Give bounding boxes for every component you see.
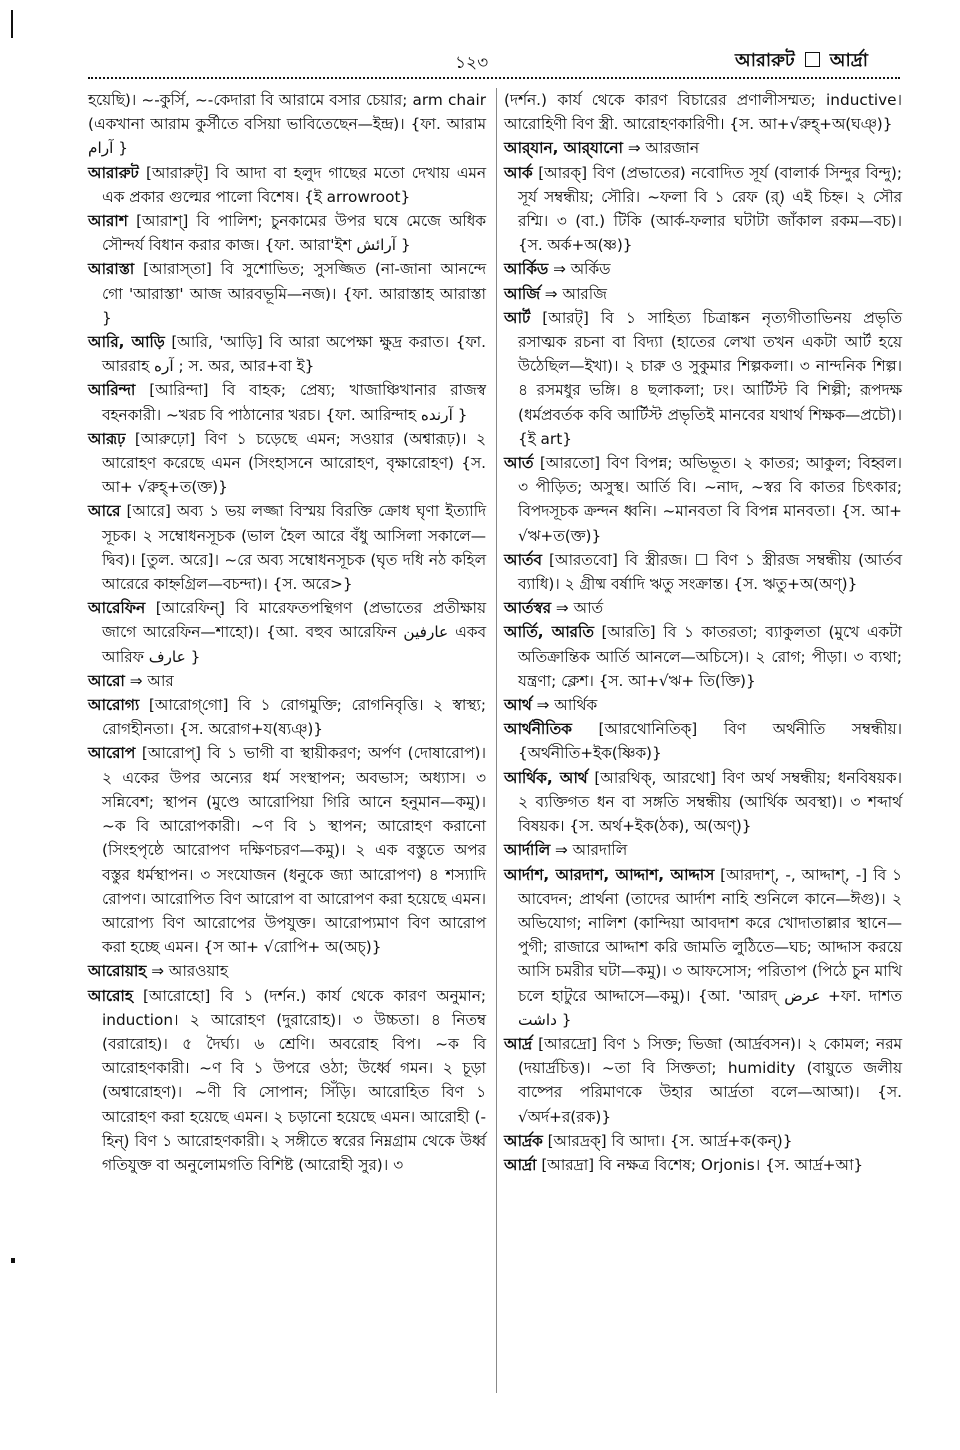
entry-text: [আরট্] বি ১ সাহিত্য চিত্রাঙ্কন নৃত্যগীতাভিনয় প্রভৃতি রসাত্মক রচনা বা বিদ্যা (হাতের লেখা তখন একটা আর্ট হয়ে উঠেছিল—ইখা)। ২ চারু ও সুকুমার শিল্পকলা। ৩ নান্দনিক শিল্প। ৪ রসমধুর ভঙ্গি। ৪ ছলাকলা; ঢং। আর্টিস্ট বি শিল্পী; রূপদক্ষ (ধর্মপ্রবর্তক কবি আর্টিস্ট প্রভৃতিই মানবের যথার্থ শিক্ষক—প্রচৌ)। {ই art} <box>518 308 902 448</box>
dictionary-entry <box>504 1032 902 1129</box>
dictionary-entry <box>504 1129 902 1153</box>
entry-text: ⇒ আর্থিক <box>536 696 598 715</box>
entry-text: [আরদ্রক্] বি আদা। {স. আর্দ্র+ক(কন্)} <box>547 1131 793 1150</box>
entry-text: ⇒ অর্কিড <box>553 260 611 279</box>
entry-text: হয়েছি)। ~-কুর্সি, ~-কেদারা বি আরামে বসার চেয়ার; arm chair (একখানা আরাম কুর্সীতে বসিয়া ভাবিতেছেন—ইন্দ্র)। {ফা. আরাম آرام } <box>88 91 486 158</box>
entry-text: [আরুঢ়ো] বিণ ১ চড়েছে এমন; সওয়ার (অশ্বারূঢ়)। ২ আরোহণ করেছে এমন (সিংহাসনে আরোহণ, বৃক্ষারোহণ) {স. আ+ √রুহ্+ত(ক্ত)} <box>102 429 486 497</box>
dictionary-entry <box>504 88 902 136</box>
dictionary-entry <box>88 499 486 596</box>
entry-text: ⇒ আরওয়াহ <box>151 962 228 981</box>
entry-headword: আরাস্তা <box>88 260 135 279</box>
dictionary-entry <box>504 257 902 281</box>
margin-mark-top <box>11 10 13 38</box>
entry-text: [আরথিক্, আরথো] বিণ অর্থ সম্বন্ধীয়; ধনবিষয়ক। ২ ব্যক্তিগত ধন বা সঙ্গতি সম্বন্ধীয় (আর্থিক অবস্থা)। ৩ শব্দার্থ বিষয়ক। {স. অর্থ+ইক(ঠক), অ(অণ্)} <box>518 768 902 836</box>
dictionary-entry <box>88 959 486 983</box>
entry-headword: আর্দাশ, আরদাশ, আদ্দাশ, আদ্দাস <box>504 865 715 884</box>
entry-text: [আরদ্রা] বি নক্ষত্র বিশেষ; Orjonis। {স. আর্দ্র+আ} <box>541 1155 864 1174</box>
dictionary-entry <box>504 620 902 693</box>
dictionary-entry <box>88 984 486 1178</box>
running-head-first-word: আরারুট <box>735 50 795 71</box>
entry-headword: আর্থনীতিক <box>504 720 572 739</box>
entry-headword: আর্তব <box>504 550 542 569</box>
entry-headword: আরোপ <box>88 744 136 763</box>
dictionary-entry <box>88 330 486 378</box>
entry-headword: আর্থ <box>504 696 532 715</box>
entry-headword: আর্‌যান, আর্‌যানো <box>504 139 623 158</box>
entry-text: [আরেফিন্] বি মারেফতপন্থিগণ (প্রভাতের প্রতীক্ষায় জাগে আরেফিন—শাহো)। {আ. বহুব আরেফিন عارفين একব আরিফ عارف } <box>102 599 486 666</box>
entry-text: ⇒ আর <box>129 671 174 690</box>
entry-text: [আরতি] বি ১ কাতরতা; ব্যাকুলতা (মুখে একটা অতিক্রান্তিক আর্তি আনলে—অচিসে)। ২ রোগ; পীড়া। ৩ ব্যথা; যন্ত্রণা; ক্লেশ। {স. আ+√ঋ+ তি(ক্তি)} <box>518 623 902 690</box>
entry-headword: আরি, আড়ি <box>88 333 165 352</box>
dictionary-entry <box>88 669 486 693</box>
entry-headword: আরো <box>88 671 125 690</box>
entry-headword: আরেফিন <box>88 599 146 618</box>
entry-headword: আর্তি, আরতি <box>504 623 594 642</box>
entry-headword: আর্দ্র <box>504 1034 533 1053</box>
dictionary-entry <box>88 257 486 330</box>
dictionary-entry <box>504 1153 902 1177</box>
dictionary-entry <box>88 741 486 959</box>
entry-headword: আর্দ্রা <box>504 1155 537 1174</box>
entry-text: [আরাশ্] বি পালিশ; চুনকামের উপর ঘষে মেজে অধিক সৌন্দর্য বিধান করার কাজ। {ফা. আরা'ইশ آرائش } <box>102 212 486 255</box>
entry-headword: আরোয়াহ <box>88 962 147 981</box>
entry-text: ⇒ আরজান <box>627 139 700 158</box>
entry-headword: আরূঢ় <box>88 429 126 448</box>
entry-headword: আর্ট <box>504 308 531 327</box>
entry-text: [আরি, 'আড়ি] বি আরা অপেক্ষা ক্ষুদ্র করাত। {ফা. আররাহ آره ; স. অর, আর+বা ই} <box>102 333 486 376</box>
entry-headword: আরারুট <box>88 163 139 182</box>
entry-headword: আর্ক <box>504 163 533 182</box>
dictionary-entry <box>504 693 902 717</box>
entry-headword: আরোহ <box>88 986 133 1005</box>
dictionary-entry <box>504 161 902 258</box>
header-rule <box>88 77 900 79</box>
dictionary-entry <box>88 693 486 741</box>
running-head <box>735 46 868 77</box>
entry-text: [আরদ্রো] বিণ ১ সিক্ত; ভিজা (আর্দ্রবসন)। ২ কোমল; নরম (দয়ার্দ্রচিত্ত)। ~তা বি সিক্ততা; humidity (বায়ুতে জলীয় বাষ্পের পরিমাণকে উহার আর্দ্রতা বলে—আআ)। {স. √অর্দ+র(রক)} <box>518 1034 902 1126</box>
entry-text: [আরাস্‌তা] বি সুশোভিত; সুসজ্জিত (না-জানা আনন্দে গো 'আরাস্তা' আজ আরবভূমি—নজ)। {ফা. আরাস্তাহ আরাস্তা } <box>102 260 486 327</box>
entry-headword: আর্দালি <box>504 841 551 860</box>
page-number: ১২৩ <box>455 53 489 73</box>
entry-headword: আরোগ্য <box>88 696 140 715</box>
dictionary-entry <box>88 161 486 209</box>
right-column <box>504 88 902 1177</box>
separator-box-icon <box>805 52 820 67</box>
entry-headword: আর্দ্রক <box>504 1131 543 1150</box>
dictionary-entry <box>504 596 902 620</box>
dictionary-entry <box>504 766 902 839</box>
dictionary-entry <box>88 378 486 426</box>
dictionary-entry <box>504 282 902 306</box>
entry-text: [আরিন্দা] বি বাহক; প্রেষ্য; খাজাঞ্চিখানার রাজস্ব বহনকারী। ~খরচ বি পাঠানোর খরচ। {ফা. আরিন্দাহ آرنده } <box>102 381 486 424</box>
dictionary-entry <box>504 451 902 548</box>
entry-text: [আরথোনিতিক্] বিণ অর্থনীতি সম্বন্ধীয়। {অর্থনীতি+ইক(ষ্ণিক)} <box>518 720 902 763</box>
entry-headword: আর্জি <box>504 284 540 303</box>
dictionary-entry <box>504 548 902 596</box>
entry-text: [আরোপ্] বি ১ ভাগী বা স্থায়ীকরণ; অর্পণ (দোষারোপ)। ২ একের উপর অন্যের ধর্ম সংস্থাপন; অবভাস; অধ্যাস। ৩ সন্নিবেশ; স্থাপন (মুণ্ডে আরোপিয়া গিরি আনে হনুমান—কমু)। ~ক বি আরোপকারী। ~ণ বি ১ স্থাপন; আরোহণ করানো (সিংহপৃষ্ঠে আরোপণ দক্ষিণচরণ—কমু)। ২ এক বস্তুতে অপর বস্তুর ধর্মস্থাপন। ৩ সংযোজন (ধনুকে জ্যা আরোপণ) ৪ শস্যাদি রোপণ। আরোপিত বিণ আরোপ বা আরোপণ করা হয়েছে এমন। আরোপ্য বিণ আরোপের উপযুক্ত। আরোপ্যমাণ বিণ আরোপ করা হচ্ছে এমন। {স আ+ √রোপি+ অ(অচ্)} <box>102 744 486 957</box>
dictionary-entry <box>504 306 902 451</box>
entry-text: ⇒ আরজি <box>544 284 607 303</box>
dictionary-entry <box>504 717 902 765</box>
entry-text: ⇒ আর্ত <box>555 599 603 618</box>
dictionary-entry <box>504 838 902 862</box>
dictionary-entry <box>504 136 902 160</box>
dictionary-entry <box>88 596 486 669</box>
running-head-last-word: আর্দ্রা <box>829 50 868 71</box>
entry-text: [আরক্] বিণ (প্রভাতের) নবোদিত সূর্য (বালার্ক সিন্দুর বিন্দু); সূর্য সম্বন্ধীয়; সৌরি। ~ফলা বি ১ রেফ (র্) এই চিহ্ন। ২ সৌর রশ্মি। ৩ (বা.) টিকি (আর্ক-ফলার ঘটাটা জাঁকাল রকম—বচ)। {স. অর্ক+অ(ষ্ণ)} <box>518 163 902 255</box>
entry-headword: আর্তস্বর <box>504 599 552 618</box>
entry-headword: আর্কিড <box>504 260 549 279</box>
entry-headword: আরিন্দা <box>88 381 136 400</box>
entry-text: [আরোগ্‌গো] বি ১ রোগমুক্তি; রোগনিবৃত্তি। ২ স্বাস্থ্য; রোগহীনতা। {স. অরোগ+য(ষ্যঞ্)} <box>102 696 486 739</box>
entry-text: [আরোহো] বি ১ (দর্শন.) কার্য থেকে কারণ অনুমান; induction। ২ আরোহণ (দুরারোহ)। ৩ উচ্চতা। ৪ নিতম্ব (বরারোহ)। ৫ দৈর্ঘ্য। ৬ শ্রেণি। অবরোহ বিপ। ~ক বি আরোহণকারী। ~ণ বি ১ উপরে ওঠা; উর্ধ্বে গমন। ২ চূড়া (অশ্বারোহণ)। ~ণী বি সোপান; সিঁড়ি। আরোহিত বিণ ১ আরোহণ করা হয়েছে এমন। ২ চড়ানো হয়েছে এমন। আরোহী (-হিন্) বিণ ১ আরোহণকারী। ২ সঙ্গীতে স্বরের নিম্নগ্রাম থেকে উর্ধ্ব গতিযুক্ত বা অনুলোমগতি বিশিষ্ট (আরোহী সুর)। ৩ <box>102 986 486 1174</box>
entry-text: [আরতো] বিণ বিপন্ন; অভিভূত। ২ কাতর; আকুল; বিহ্বল। ৩ পীড়িত; অসুস্থ। আর্তি বি। ~নাদ, ~স্বর বি কাতর চিৎকার; বিপদসূচক ক্রন্দন ধ্বনি। ~মানবতা বি বিপন্ন মানবতা। {স. আ+ √ঋ+ত(ক্ত)} <box>518 454 902 545</box>
entry-headword: আরাশ <box>88 212 128 231</box>
dictionary-entry <box>88 427 486 500</box>
left-column <box>88 88 486 1177</box>
entry-text: [আরে] অব্য ১ ভয় লজ্জা বিস্ময় বিরক্তি ক্রোধ ঘৃণা ইত্যাদি সূচক। ২ সম্বোধনসূচক (ভাল হৈল আরে বঁধু আসিলা সকালে—দ্বিব)। [তুল. অরে]। ~রে অব্য সম্বোধনসূচক (ঘৃত দধি নঠ কহিল আরেরে কাহ্নগ্রিল—বচন্দা)। {স. অরে>} <box>102 502 486 594</box>
column-divider <box>496 88 497 1393</box>
entry-headword: আর্ত <box>504 454 534 473</box>
entry-text: [আরারুট্] বি আদা বা হলুদ গাছের মতো দেখায় এমন এক প্রকার গুল্মের পালো বিশেষ। {ই arrowroot} <box>102 163 486 206</box>
dictionary-entry <box>88 209 486 257</box>
dictionary-entry <box>88 88 486 161</box>
entry-headword: আর্থিক, আর্থ <box>504 768 588 787</box>
entry-text: [আরদাশ্, -, আদ্দাশ্, -] বি ১ আবেদন; প্রার্থনা (তাদের আর্দাশ নাহি শুনিলে কানে—ঈগু)। ২ অভিযোগ; নালিশ (কান্দিয়া আবদাশ করে খোদাতাল্লার স্থানে—পুগী; রাজারে আদ্দাশ করি জামতি লুঠিতে—ঘচ; আদ্দাস করয়ে আসি চমরীর ঘটা—কমু)। ৩ আফসোস; পরিতাপ (পিঠে চুন মাখি চলে হাটুরে আদ্দাসে—কমু)। {আ. 'আরদ্ عرض +ফা. দাশত داشت } <box>518 865 902 1029</box>
entry-text: ⇒ আরদালি <box>554 841 628 860</box>
margin-mark-bottom <box>11 1258 15 1263</box>
entry-headword: আরে <box>88 502 121 521</box>
dictionary-entry <box>504 863 902 1032</box>
entry-text: [আরতবো] বি স্ত্রীরজ। ☐ বিণ ১ স্ত্রীরজ সম্বন্ধীয় (আর্তব ব্যাধি)। ২ গ্রীষ্ম বর্ষাদি ঋতু সংক্রান্ত। {স. ঋতু+অ(অণ্)} <box>518 550 902 594</box>
entry-text: (দর্শন.) কার্য থেকে কারণ বিচারের প্রণালীসম্মত; inductive। আরোহিণী বিণ স্ত্রী. আরোহণকারিণী। {স. আ+√রুহ্+অ(ঘঞ্)} <box>504 91 902 134</box>
